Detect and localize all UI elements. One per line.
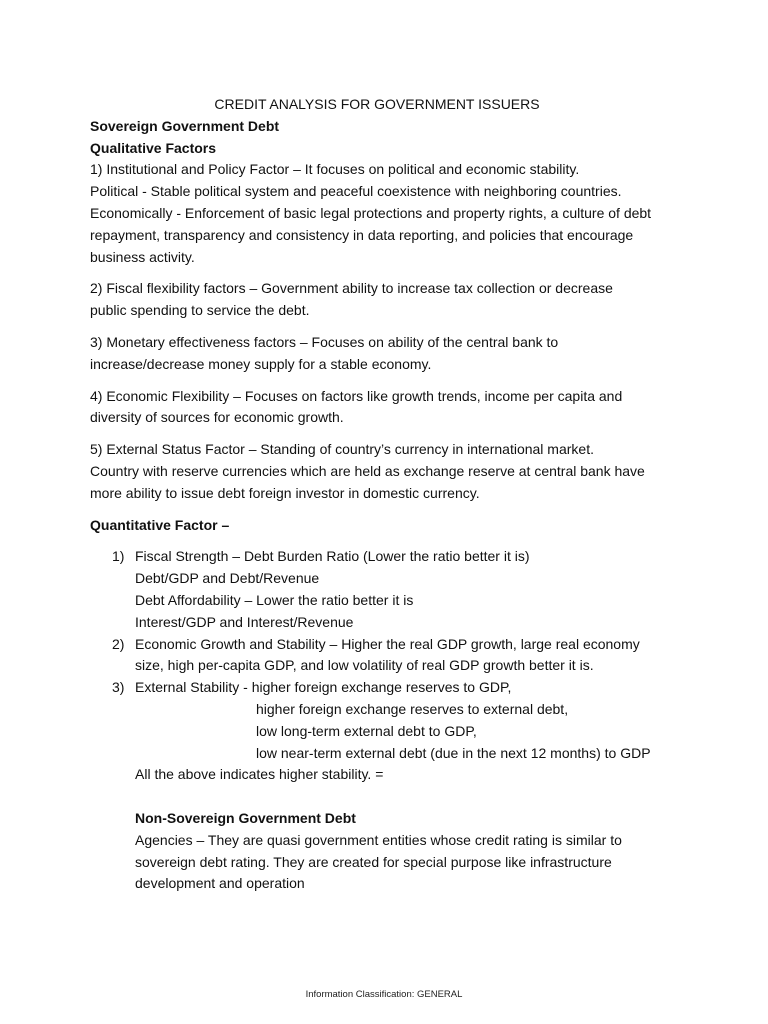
paragraph-line: 1) Institutional and Policy Factor – It focuses on political and economic stability.: [90, 161, 580, 178]
list-line: Fiscal Strength – Debt Burden Ratio (Lower the ratio better it is): [135, 548, 530, 565]
list-item: [90, 677, 690, 786]
quantitative-list: [90, 546, 690, 786]
paragraph-line: more ability to issue debt foreign investor in domestic currency.: [90, 484, 480, 501]
qualitative-factor-1: [90, 159, 690, 268]
paragraph-line: Agencies – They are quasi government entities whose credit rating is similar to: [135, 831, 622, 848]
paragraph-line: 4) Economic Flexibility – Focuses on factors like growth trends, income per capita and: [90, 387, 623, 404]
list-line: External Stability - higher foreign exchange reserves to GDP,: [135, 679, 512, 696]
qualitative-factor-5: [90, 439, 690, 504]
list-line: Debt/GDP and Debt/Revenue: [135, 570, 320, 587]
non-sovereign-section: [90, 808, 690, 895]
paragraph-line: Economically - Enforcement of basic legal protections and property rights, a culture of debt: [90, 204, 652, 221]
paragraph-line: Political - Stable political system and peaceful coexistence with neighboring countries.: [90, 183, 622, 200]
qualitative-factor-4: [90, 386, 690, 430]
document-body: [90, 94, 690, 895]
qualitative-factor-3: [90, 332, 690, 376]
section-heading-sovereign: Sovereign Government Debt: [90, 117, 280, 134]
paragraph-line: Country with reserve currencies which are held as exchange reserve at central bank have: [90, 462, 645, 479]
paragraph-line: diversity of sources for economic growth.: [90, 409, 344, 426]
footer-classification: Information Classification: GENERAL: [305, 989, 463, 1000]
qualitative-factor-2: [90, 278, 690, 322]
paragraph-line: increase/decrease money supply for a stable economy.: [90, 355, 432, 372]
list-line: low near-term external debt (due in the next 12 months) to GDP: [256, 744, 651, 761]
list-line: size, high per-capita GDP, and low volatility of real GDP growth better it is.: [135, 657, 594, 674]
paragraph-line: business activity.: [90, 248, 195, 265]
paragraph-line: repayment, transparency and consistency in data reporting, and policies that encourage: [90, 226, 634, 243]
paragraph-line: 3) Monetary effectiveness factors – Focuses on ability of the central bank to: [90, 333, 559, 350]
summary-line: All the above indicates higher stability. =: [135, 766, 384, 783]
list-item: [90, 634, 690, 678]
list-line: Economic Growth and Stability – Higher the real GDP growth, large real economy: [135, 635, 640, 652]
paragraph-line: public spending to service the debt.: [90, 302, 310, 319]
section-heading-non-sovereign: Non-Sovereign Government Debt: [135, 809, 356, 826]
paragraph-line: sovereign debt rating. They are created for special purpose like infrastructure: [135, 853, 612, 870]
list-number: 3): [112, 679, 125, 696]
subheading-qualitative: Qualitative Factors: [90, 139, 217, 156]
list-line: Interest/GDP and Interest/Revenue: [135, 613, 354, 630]
subheading-quantitative: Quantitative Factor –: [90, 516, 230, 533]
paragraph-line: 2) Fiscal flexibility factors – Government ability to increase tax collection or decrease: [90, 280, 613, 297]
paragraph-line: development and operation: [135, 875, 305, 892]
list-line: Debt Affordability – Lower the ratio better it is: [135, 591, 414, 608]
document-title: CREDIT ANALYSIS FOR GOVERNMENT ISSUERS: [214, 96, 540, 112]
list-number: 2): [112, 635, 125, 652]
list-item: [90, 546, 690, 633]
list-line: low long-term external debt to GDP,: [256, 722, 477, 739]
paragraph-line: 5) External Status Factor – Standing of country’s currency in international market.: [90, 441, 594, 458]
list-number: 1): [112, 548, 125, 565]
list-line: higher foreign exchange reserves to external debt,: [256, 700, 569, 717]
